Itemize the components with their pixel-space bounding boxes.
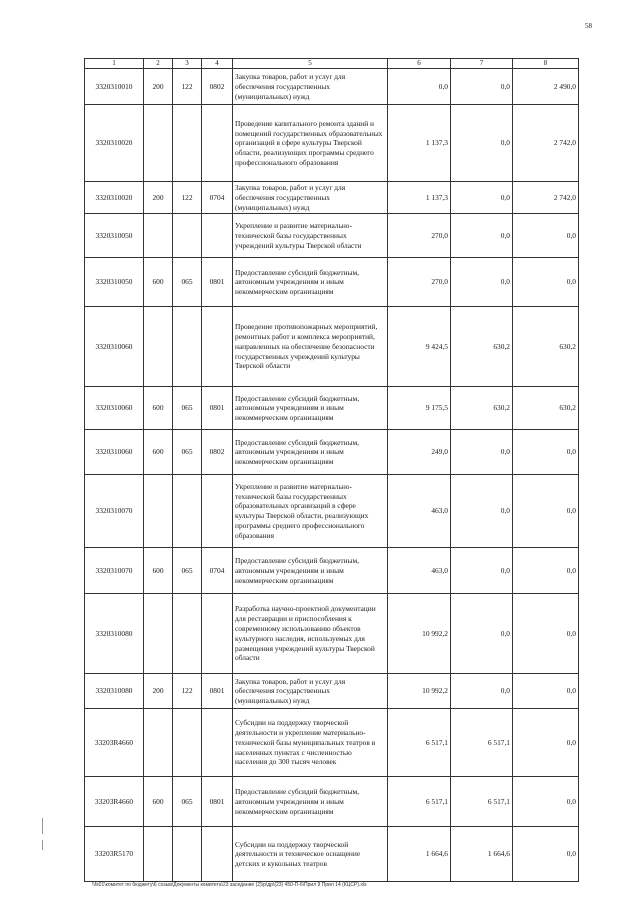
cell-v8: 0,0 (513, 594, 579, 674)
cell-code: 3320310060 (85, 387, 144, 430)
cell-v7: 0,0 (451, 674, 513, 709)
cell-code: 33203R5170 (85, 827, 144, 882)
cell-v6: 1 137,3 (388, 182, 451, 214)
cell-v7: 0,0 (451, 214, 513, 258)
cell-text: Предоставление субсидий бюджетным, автономным учреждениям и иным некоммерческим организациям (233, 777, 388, 827)
cell-c3: 122 (173, 69, 202, 105)
cell-c2 (144, 827, 173, 882)
cell-v8: 2 742,0 (513, 182, 579, 214)
cell-v6: 1 664,6 (388, 827, 451, 882)
cell-text: Укрепление и развитие материально-технической базы государственных учреждений культуры Тверской области (233, 214, 388, 258)
cell-v6: 9 175,5 (388, 387, 451, 430)
cell-c3 (173, 214, 202, 258)
cell-v7: 6 517,1 (451, 709, 513, 777)
cell-c2: 600 (144, 387, 173, 430)
cell-c3 (173, 827, 202, 882)
cell-v7: 0,0 (451, 182, 513, 214)
scan-edge-mark (42, 818, 43, 834)
cell-v6: 249,0 (388, 430, 451, 475)
cell-text: Разработка научно-проектной документации для реставрации и приспособления к современному использованию объектов культурного наследия, используемых для размещения учреждений культуры Тверской области (233, 594, 388, 674)
cell-v8: 0,0 (513, 214, 579, 258)
cell-code: 3320310020 (85, 105, 144, 182)
cell-v7: 630,2 (451, 307, 513, 387)
cell-v6: 10 992,2 (388, 594, 451, 674)
cell-c2: 600 (144, 430, 173, 475)
cell-v6: 270,0 (388, 258, 451, 307)
cell-c2: 200 (144, 674, 173, 709)
cell-code: 3320310060 (85, 430, 144, 475)
cell-c3: 122 (173, 182, 202, 214)
cell-c4 (202, 214, 233, 258)
table-row (85, 827, 579, 882)
cell-v8: 0,0 (513, 475, 579, 548)
cell-v7: 1 664,6 (451, 827, 513, 882)
cell-c3 (173, 105, 202, 182)
table-row (85, 777, 579, 827)
cell-v6: 9 424,5 (388, 307, 451, 387)
table-header-row (85, 59, 579, 69)
table-row (85, 214, 579, 258)
table-row (85, 430, 579, 475)
cell-v7: 6 517,1 (451, 777, 513, 827)
cell-text: Предоставление субсидий бюджетным, автономным учреждениям и иным некоммерческим организациям (233, 548, 388, 594)
cell-code: 3320310050 (85, 258, 144, 307)
cell-v7: 0,0 (451, 475, 513, 548)
cell-c4: 0801 (202, 777, 233, 827)
cell-c3: 065 (173, 548, 202, 594)
cell-c3: 122 (173, 674, 202, 709)
cell-text: Закупка товаров, работ и услуг для обеспечения государственных (муниципальных) нужд (233, 674, 388, 709)
column-header: 6 (388, 59, 451, 69)
cell-v7: 630,2 (451, 387, 513, 430)
cell-c3: 065 (173, 387, 202, 430)
cell-code: 3320310010 (85, 69, 144, 105)
table-row (85, 387, 579, 430)
cell-c4: 0801 (202, 387, 233, 430)
cell-v7: 0,0 (451, 594, 513, 674)
cell-code: 3320310050 (85, 214, 144, 258)
cell-v6: 463,0 (388, 475, 451, 548)
cell-v8: 2 490,0 (513, 69, 579, 105)
table-row (85, 105, 579, 182)
cell-v8: 0,0 (513, 258, 579, 307)
cell-code: 3320310060 (85, 307, 144, 387)
cell-v7: 0,0 (451, 430, 513, 475)
cell-c4: 0704 (202, 548, 233, 594)
cell-c4 (202, 594, 233, 674)
table-row (85, 258, 579, 307)
cell-v8: 630,2 (513, 307, 579, 387)
cell-text: Укрепление и развитие материально-технической базы государственных образовательных организаций в сфере культуры Тверской области, реализующих программы среднего профессионального образования (233, 475, 388, 548)
cell-c3 (173, 475, 202, 548)
cell-c2 (144, 214, 173, 258)
cell-v8: 0,0 (513, 548, 579, 594)
column-header: 3 (173, 59, 202, 69)
cell-code: 3320310070 (85, 475, 144, 548)
scan-edge-mark (42, 840, 43, 850)
cell-c3 (173, 594, 202, 674)
column-header: 1 (85, 59, 144, 69)
cell-v7: 0,0 (451, 258, 513, 307)
cell-c2: 600 (144, 777, 173, 827)
table-row (85, 182, 579, 214)
column-header: 4 (202, 59, 233, 69)
cell-v8: 2 742,0 (513, 105, 579, 182)
cell-v8: 0,0 (513, 827, 579, 882)
column-header: 7 (451, 59, 513, 69)
table-row (85, 475, 579, 548)
cell-c4 (202, 709, 233, 777)
table-row (85, 594, 579, 674)
cell-text: Закупка товаров, работ и услуг для обеспечения государственных (муниципальных) нужд (233, 69, 388, 105)
cell-text: Субсидии на поддержку творческой деятельности и техническое оснащение детских и кукольных театров (233, 827, 388, 882)
cell-text: Предоставление субсидий бюджетным, автономным учреждениям и иным некоммерческим организациям (233, 430, 388, 475)
cell-text: Субсидии на поддержку творческой деятельности и укрепление материально-технической базы муниципальных театров в населенных пунктах с численностью населения до 300 тысяч человек (233, 709, 388, 777)
table-row (85, 709, 579, 777)
cell-c4: 0802 (202, 69, 233, 105)
cell-c2 (144, 709, 173, 777)
cell-text: Предоставление субсидий бюджетным, автономным учреждениям и иным некоммерческим организациям (233, 258, 388, 307)
cell-code: 33203R4660 (85, 709, 144, 777)
cell-v6: 463,0 (388, 548, 451, 594)
cell-c4: 0704 (202, 182, 233, 214)
table-row (85, 307, 579, 387)
column-header: 5 (233, 59, 388, 69)
cell-c2 (144, 105, 173, 182)
cell-c4 (202, 475, 233, 548)
cell-v6: 270,0 (388, 214, 451, 258)
table-row (85, 674, 579, 709)
cell-v7: 0,0 (451, 105, 513, 182)
cell-c4: 0802 (202, 430, 233, 475)
table-row (85, 69, 579, 105)
cell-c4 (202, 827, 233, 882)
cell-v8: 0,0 (513, 777, 579, 827)
cell-c2: 200 (144, 182, 173, 214)
cell-c3: 065 (173, 430, 202, 475)
cell-text: Предоставление субсидий бюджетным, автономным учреждениям и иным некоммерческим организациям (233, 387, 388, 430)
cell-code: 3320310080 (85, 594, 144, 674)
cell-v6: 0,0 (388, 69, 451, 105)
cell-v8: 630,2 (513, 387, 579, 430)
cell-code: 33203R4660 (85, 777, 144, 827)
cell-c3 (173, 307, 202, 387)
cell-c2: 600 (144, 548, 173, 594)
cell-v6: 6 517,1 (388, 777, 451, 827)
cell-c3 (173, 709, 202, 777)
cell-v8: 0,0 (513, 709, 579, 777)
cell-code: 3320310020 (85, 182, 144, 214)
cell-c2: 600 (144, 258, 173, 307)
cell-c3: 065 (173, 777, 202, 827)
cell-c2: 200 (144, 69, 173, 105)
cell-c3: 065 (173, 258, 202, 307)
cell-c4 (202, 105, 233, 182)
cell-v8: 0,0 (513, 674, 579, 709)
cell-v8: 0,0 (513, 430, 579, 475)
cell-c2 (144, 594, 173, 674)
cell-code: 3320310070 (85, 548, 144, 594)
cell-v7: 0,0 (451, 69, 513, 105)
cell-c2 (144, 475, 173, 548)
cell-text: Проведение капитального ремонта зданий и помещений государственных образовательных организаций в сфере культуры Тверской области, реализующих программы среднего профессионального образования (233, 105, 388, 182)
cell-c4 (202, 307, 233, 387)
table-row (85, 548, 579, 594)
cell-v6: 10 992,2 (388, 674, 451, 709)
column-header: 8 (513, 59, 579, 69)
column-header: 2 (144, 59, 173, 69)
cell-v6: 1 137,3 (388, 105, 451, 182)
cell-code: 3320310080 (85, 674, 144, 709)
cell-c2 (144, 307, 173, 387)
cell-text: Проведение противопожарных мероприятий, ремонтных работ и комплекса мероприятий, направленных на обеспечение безопасности государственных учреждений культуры Тверской области (233, 307, 388, 387)
cell-v6: 6 517,1 (388, 709, 451, 777)
page-number: 58 (585, 22, 592, 30)
cell-c4: 0801 (202, 258, 233, 307)
file-path-footer: \\fs01\комитет по бюджету\6 созыв\Документы комитета\23 заседание (2)\р\др\(23) 450-П-6\Прил 9 Прил 14 (КЦСР).xls (92, 882, 367, 888)
cell-text: Закупка товаров, работ и услуг для обеспечения государственных (муниципальных) нужд (233, 182, 388, 214)
cell-c4: 0801 (202, 674, 233, 709)
budget-table (84, 58, 579, 882)
cell-v7: 0,0 (451, 548, 513, 594)
